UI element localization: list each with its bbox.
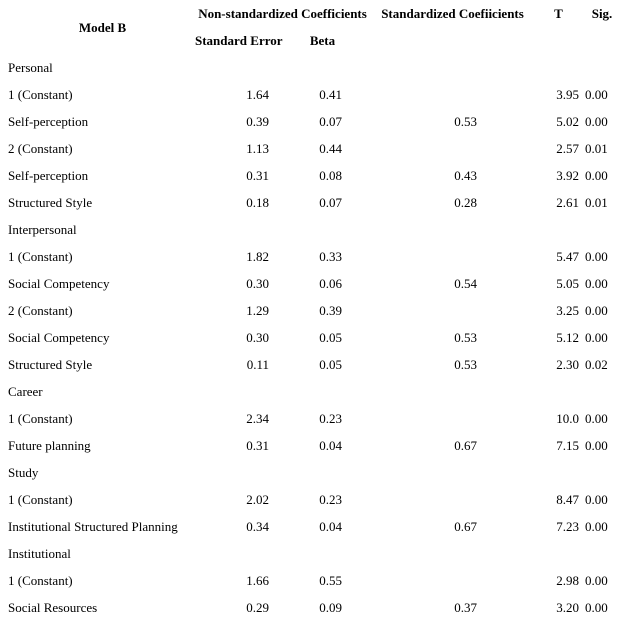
cell-standardized: 0.54 (454, 276, 478, 291)
cell-standard-error (195, 378, 275, 405)
cell-standardized (370, 378, 535, 405)
header-model: Model B (78, 19, 127, 35)
header-standardized: Standardized Coefiicients (381, 6, 524, 21)
table-row (0, 459, 622, 486)
cell-t: 2.98 (556, 573, 580, 588)
cell-t: 5.47 (556, 249, 580, 264)
cell-model: Self-perception (8, 114, 89, 129)
table-row (0, 189, 622, 216)
cell-standardized: 0.37 (454, 600, 478, 615)
table-row (0, 135, 622, 162)
cell-beta: 0.05 (319, 330, 343, 345)
cell-sig: 0.00 (585, 438, 608, 453)
cell-standardized (370, 297, 535, 324)
cell-model: Institutional Structured Planning (8, 519, 178, 534)
cell-t: 3.95 (556, 87, 580, 102)
cell-standard-error: 1.82 (246, 249, 269, 264)
cell-standardized: 0.43 (454, 168, 478, 183)
cell-standard-error: 0.31 (246, 168, 269, 183)
table-row (0, 378, 622, 405)
table-header (0, 0, 622, 54)
cell-model: Career (8, 384, 43, 399)
table-row (0, 567, 622, 594)
cell-sig: 0.00 (585, 519, 608, 534)
cell-sig: 0.00 (585, 573, 608, 588)
cell-beta: 0.55 (319, 573, 343, 588)
cell-standard-error (195, 459, 275, 486)
cell-sig: 0.00 (585, 114, 608, 129)
cell-t: 5.02 (556, 114, 580, 129)
cell-sig: 0.00 (585, 87, 608, 102)
table-row (0, 405, 622, 432)
table-row (0, 54, 622, 81)
cell-standard-error: 0.34 (246, 519, 269, 534)
header-beta: Beta (309, 33, 336, 48)
cell-model: Self-perception (8, 168, 89, 183)
table-row (0, 594, 622, 621)
header-standard-error: Standard Error (195, 33, 283, 48)
cell-t: 7.23 (556, 519, 580, 534)
table-row (0, 432, 622, 459)
cell-model: Future planning (8, 438, 91, 453)
cell-model: 1 (Constant) (8, 492, 73, 507)
cell-sig: 0.00 (585, 249, 608, 264)
cell-standard-error: 0.30 (246, 276, 269, 291)
header-empty-sig (582, 27, 622, 54)
cell-t: 5.05 (556, 276, 580, 291)
cell-beta: 0.07 (319, 114, 343, 129)
cell-t: 7.15 (556, 438, 580, 453)
cell-standard-error: 1.66 (246, 573, 269, 588)
cell-t (535, 378, 582, 405)
cell-model: 2 (Constant) (8, 141, 73, 156)
cell-standardized (370, 243, 535, 270)
cell-sig: 0.02 (585, 357, 608, 372)
cell-standard-error: 0.18 (246, 195, 269, 210)
cell-sig: 0.00 (585, 168, 608, 183)
cell-standard-error (195, 54, 275, 81)
cell-beta: 0.07 (319, 195, 343, 210)
cell-model: Personal (8, 60, 53, 75)
cell-model: Structured Style (8, 195, 93, 210)
cell-standardized (370, 540, 535, 567)
cell-model: Institutional (8, 546, 71, 561)
header-empty-std (370, 27, 535, 54)
cell-t: 3.92 (556, 168, 580, 183)
cell-standardized (370, 81, 535, 108)
cell-sig (582, 378, 622, 405)
header-empty-t (535, 27, 582, 54)
cell-standard-error: 0.39 (246, 114, 269, 129)
cell-model: Social Resources (8, 600, 98, 615)
table-row (0, 324, 622, 351)
cell-t: 8.47 (556, 492, 580, 507)
cell-standardized: 0.28 (454, 195, 478, 210)
cell-standard-error: 0.29 (246, 600, 269, 615)
header-nonstandardized: Non-standardized Coefficients (198, 6, 367, 21)
cell-beta (275, 54, 370, 81)
cell-t (535, 459, 582, 486)
cell-t: 2.30 (556, 357, 580, 372)
cell-beta: 0.44 (319, 141, 343, 156)
cell-beta (275, 216, 370, 243)
cell-sig (582, 216, 622, 243)
header-row-1 (0, 0, 622, 27)
cell-standardized (370, 567, 535, 594)
cell-sig: 0.01 (585, 141, 608, 156)
cell-t: 3.20 (556, 600, 580, 615)
cell-model: 1 (Constant) (8, 249, 73, 264)
cell-beta: 0.09 (319, 600, 343, 615)
cell-standardized (370, 405, 535, 432)
cell-model: 1 (Constant) (8, 411, 73, 426)
cell-beta: 0.04 (319, 438, 343, 453)
cell-beta: 0.41 (319, 87, 343, 102)
table-row (0, 513, 622, 540)
cell-standard-error: 2.34 (246, 411, 269, 426)
cell-sig: 0.00 (585, 330, 608, 345)
table-row (0, 486, 622, 513)
table-row (0, 540, 622, 567)
cell-standardized: 0.53 (454, 114, 478, 129)
cell-standard-error: 1.64 (246, 87, 269, 102)
table-row (0, 270, 622, 297)
cell-standard-error: 1.29 (246, 303, 269, 318)
cell-beta (275, 378, 370, 405)
cell-model: Social Competency (8, 330, 110, 345)
cell-standardized: 0.53 (454, 330, 478, 345)
table-row (0, 108, 622, 135)
cell-standard-error: 0.11 (246, 357, 269, 372)
cell-t: 3.25 (556, 303, 580, 318)
header-t: T (554, 6, 563, 21)
cell-standard-error: 0.30 (246, 330, 269, 345)
cell-model: 1 (Constant) (8, 573, 73, 588)
cell-sig: 0.01 (585, 195, 608, 210)
cell-beta: 0.05 (319, 357, 343, 372)
cell-model: 2 (Constant) (8, 303, 73, 318)
cell-sig: 0.00 (585, 492, 608, 507)
cell-standardized: 0.67 (454, 438, 478, 453)
cell-sig: 0.00 (585, 600, 608, 615)
cell-standard-error: 0.31 (246, 438, 269, 453)
cell-sig (582, 54, 622, 81)
cell-standardized (370, 54, 535, 81)
cell-t: 2.61 (556, 195, 580, 210)
cell-standardized: 0.53 (454, 357, 478, 372)
cell-beta: 0.33 (319, 249, 343, 264)
cell-standardized (370, 459, 535, 486)
cell-sig: 0.00 (585, 411, 608, 426)
cell-beta (275, 459, 370, 486)
cell-t: 2.57 (556, 141, 580, 156)
cell-t (535, 54, 582, 81)
cell-standard-error: 1.13 (246, 141, 269, 156)
cell-model: 1 (Constant) (8, 87, 73, 102)
cell-sig: 0.00 (585, 303, 608, 318)
cell-t: 5.12 (556, 330, 580, 345)
table-row (0, 162, 622, 189)
cell-sig (582, 459, 622, 486)
cell-standardized (370, 486, 535, 513)
header-sig: Sig. (591, 6, 613, 21)
cell-standard-error (195, 540, 275, 567)
cell-beta: 0.23 (319, 411, 343, 426)
cell-sig: 0.00 (585, 276, 608, 291)
cell-beta: 0.08 (319, 168, 343, 183)
table-row (0, 243, 622, 270)
table-row (0, 351, 622, 378)
cell-beta: 0.23 (319, 492, 343, 507)
cell-model: Interpersonal (8, 222, 77, 237)
cell-t: 10.0 (556, 411, 580, 426)
cell-beta: 0.04 (319, 519, 343, 534)
cell-beta: 0.06 (319, 276, 343, 291)
cell-t (535, 216, 582, 243)
cell-standardized (370, 135, 535, 162)
cell-standardized: 0.67 (454, 519, 478, 534)
cell-model: Social Competency (8, 276, 110, 291)
cell-beta: 0.39 (319, 303, 343, 318)
cell-beta (275, 540, 370, 567)
cell-standard-error: 2.02 (246, 492, 269, 507)
table-row (0, 297, 622, 324)
cell-standard-error (195, 216, 275, 243)
cell-t (535, 540, 582, 567)
table-row (0, 81, 622, 108)
cell-model: Study (8, 465, 39, 480)
cell-standardized (370, 216, 535, 243)
table-row (0, 216, 622, 243)
cell-model: Structured Style (8, 357, 93, 372)
table-body (0, 54, 622, 621)
cell-sig (582, 540, 622, 567)
